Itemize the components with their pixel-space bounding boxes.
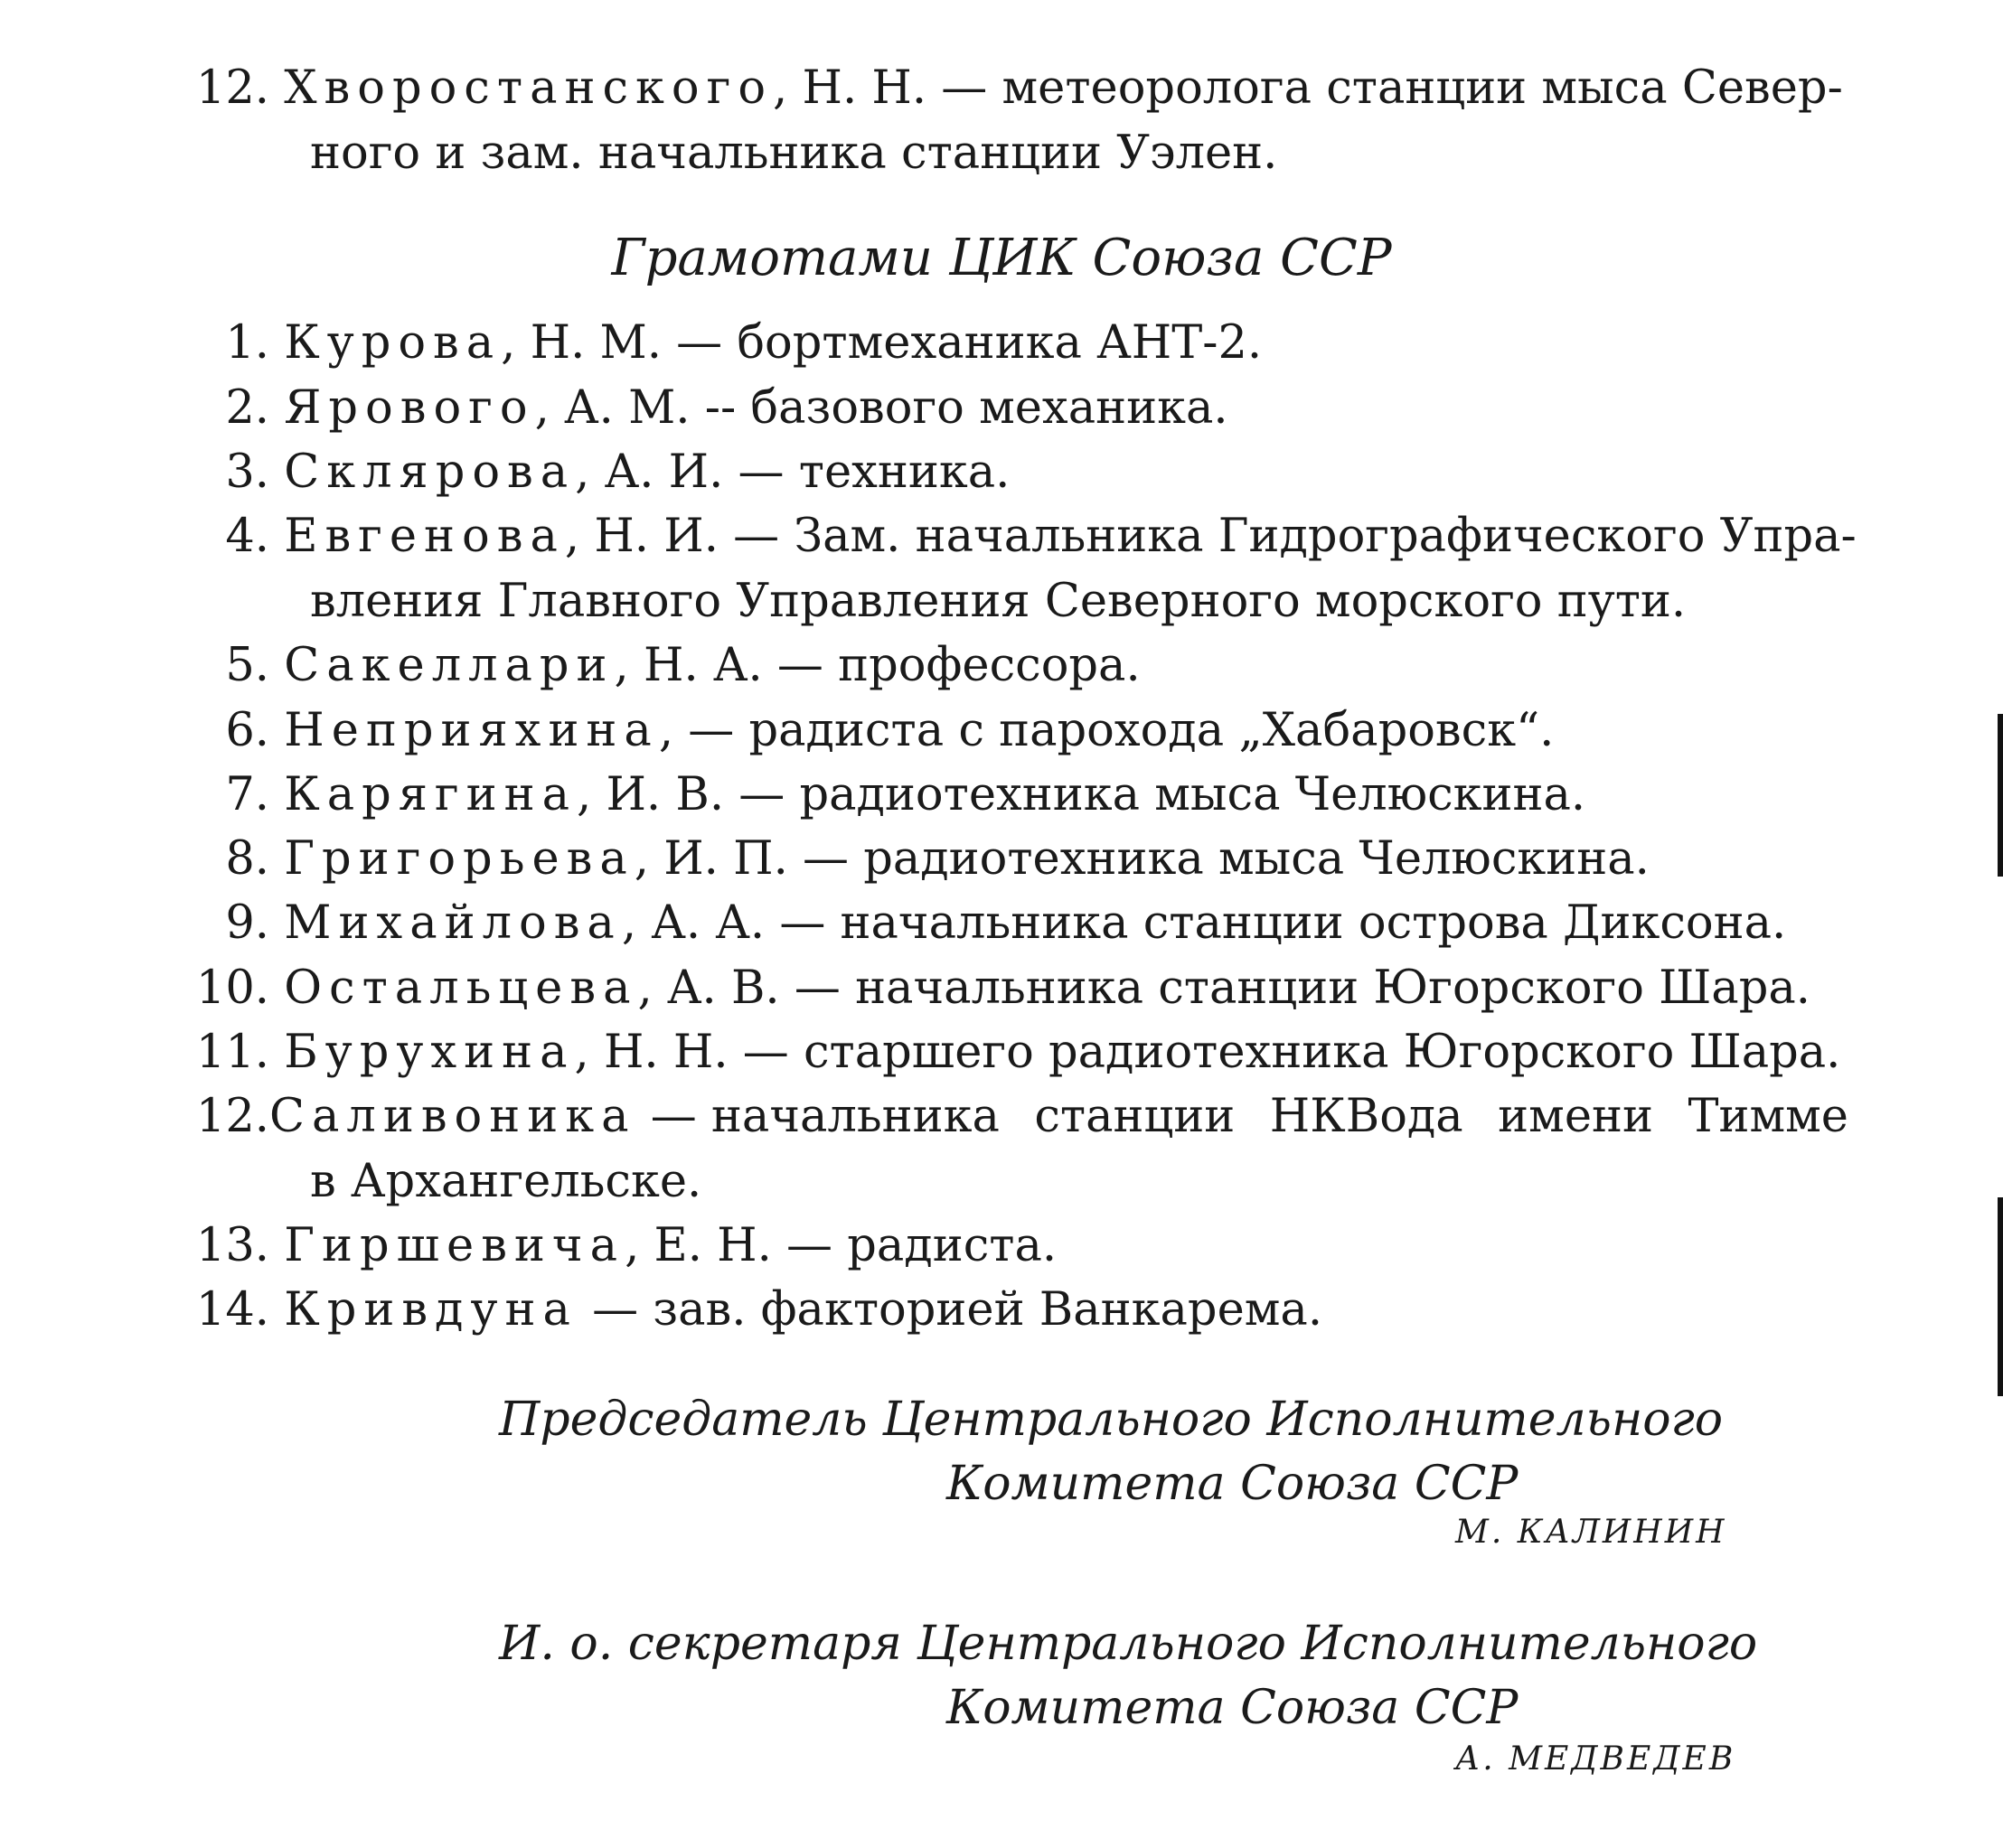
item-number: 9. bbox=[225, 896, 269, 950]
item-rest: , И. П. — радиотехника мыса Челюскина. bbox=[634, 832, 1650, 886]
list-item bbox=[177, 891, 1858, 956]
item-continuation: вления Главного Управления Северного морского пути. bbox=[310, 575, 1687, 628]
signature-title-line: Комитета Союза ССР bbox=[946, 1681, 1519, 1735]
item-rest: , Н. Н. — метеоролога станции мыса Север- bbox=[773, 61, 1843, 115]
item-name: Кривдуна bbox=[284, 1283, 578, 1337]
list-item bbox=[177, 633, 1858, 699]
list-item bbox=[177, 504, 1858, 569]
item-name: Ярового bbox=[284, 381, 535, 435]
item-rest-part: НКВода bbox=[1269, 1090, 1463, 1143]
item-number: 8. bbox=[225, 832, 269, 886]
item-name: Григорьева bbox=[284, 832, 635, 886]
item-rest: , А. А. — начальника станции острова Диксона. bbox=[621, 896, 1787, 950]
item-number: 12. bbox=[195, 1090, 269, 1143]
item-text bbox=[284, 61, 1843, 115]
item-rest-part: имени bbox=[1498, 1090, 1653, 1143]
item-rest: , Н. М. — бортмеханика АНТ-2. bbox=[501, 316, 1263, 370]
item-continuation: в Архангельске. bbox=[310, 1155, 702, 1208]
item-number: 10. bbox=[195, 962, 269, 1015]
item-name: Карягина bbox=[284, 768, 578, 821]
item-name: Сакеллари bbox=[284, 639, 615, 692]
item-rest: , А. В. — начальника станции Югорского Шара. bbox=[637, 962, 1810, 1015]
item-number: 6. bbox=[225, 704, 269, 757]
item-rest: — зав. факторией Ванкарема. bbox=[577, 1283, 1323, 1337]
signature-title-line: Комитета Союза ССР bbox=[946, 1457, 1519, 1511]
item-rest: , Н. И. — Зам. начальника Гидрографического Упра- bbox=[564, 510, 1857, 563]
item-rest: , Е. Н. — радиста. bbox=[625, 1219, 1058, 1272]
list-item bbox=[177, 1020, 1858, 1085]
item-number: 12. bbox=[195, 61, 269, 115]
signature-title-line: И. о. секретаря Центрального Исполнительного bbox=[499, 1617, 1758, 1671]
list-item bbox=[177, 56, 1858, 121]
item-name: Склярова bbox=[284, 446, 576, 499]
signer-name: А. МЕДВЕДЕВ bbox=[1455, 1740, 1736, 1778]
scan-edge-mark bbox=[1998, 714, 2003, 877]
list-item bbox=[177, 1278, 1858, 1343]
item-rest: , А. М. -- базового механика. bbox=[534, 381, 1228, 435]
item-rest: , А. И. — техника. bbox=[575, 446, 1011, 499]
item-rest: , Н. А. — профессора. bbox=[614, 639, 1141, 692]
item-number: 14. bbox=[195, 1283, 269, 1337]
list-item bbox=[177, 1214, 1858, 1279]
list-item bbox=[177, 440, 1858, 505]
section-heading: Грамотами ЦИК Союза ССР bbox=[611, 229, 1392, 287]
item-name: Неприяхина bbox=[284, 704, 659, 757]
item-number: 11. bbox=[195, 1026, 269, 1079]
item-name: Саливоника bbox=[269, 1090, 636, 1143]
item-number: 4. bbox=[225, 510, 269, 563]
item-rest-part: Тимме bbox=[1688, 1090, 1848, 1143]
item-number: 7. bbox=[225, 768, 269, 821]
scan-edge-mark bbox=[1998, 1197, 2003, 1396]
item-number: 13. bbox=[195, 1219, 269, 1272]
item-rest: , Н. Н. — старшего радиотехника Югорского Шара. bbox=[574, 1026, 1841, 1079]
list-item bbox=[177, 827, 1858, 892]
item-name: Остальцева bbox=[284, 962, 638, 1015]
item-rest-part: — начальника bbox=[650, 1090, 1000, 1143]
item-rest-part: станции bbox=[1034, 1090, 1236, 1143]
list-item bbox=[177, 376, 1858, 441]
item-name: Евгенова bbox=[284, 510, 565, 563]
list-item bbox=[177, 956, 1858, 1021]
item-name: Гиршевича bbox=[284, 1219, 625, 1272]
item-continuation: ного и зам. начальника станции Уэлен. bbox=[310, 127, 1278, 180]
list-item bbox=[177, 699, 1858, 764]
item-number: 2. bbox=[225, 381, 269, 435]
item-name: Михайлова bbox=[284, 896, 622, 950]
item-name: Хворостанского bbox=[284, 61, 774, 115]
signature-title-line: Председатель Центрального Исполнительного bbox=[499, 1393, 1724, 1447]
item-number: 5. bbox=[225, 639, 269, 692]
signer-name: М. КАЛИНИН bbox=[1455, 1514, 1727, 1551]
item-rest: , И. В. — радиотехника мыса Челюскина. bbox=[577, 768, 1586, 821]
item-number: 3. bbox=[225, 446, 269, 499]
item-name: Бурухина bbox=[284, 1026, 575, 1079]
item-rest: , — радиста с парохода „Хабаровск“. bbox=[658, 704, 1555, 757]
item-number: 1. bbox=[225, 316, 269, 370]
list-item bbox=[177, 311, 1858, 376]
item-name: Курова bbox=[284, 316, 502, 370]
list-item bbox=[177, 1084, 1848, 1149]
list-item bbox=[177, 763, 1858, 828]
